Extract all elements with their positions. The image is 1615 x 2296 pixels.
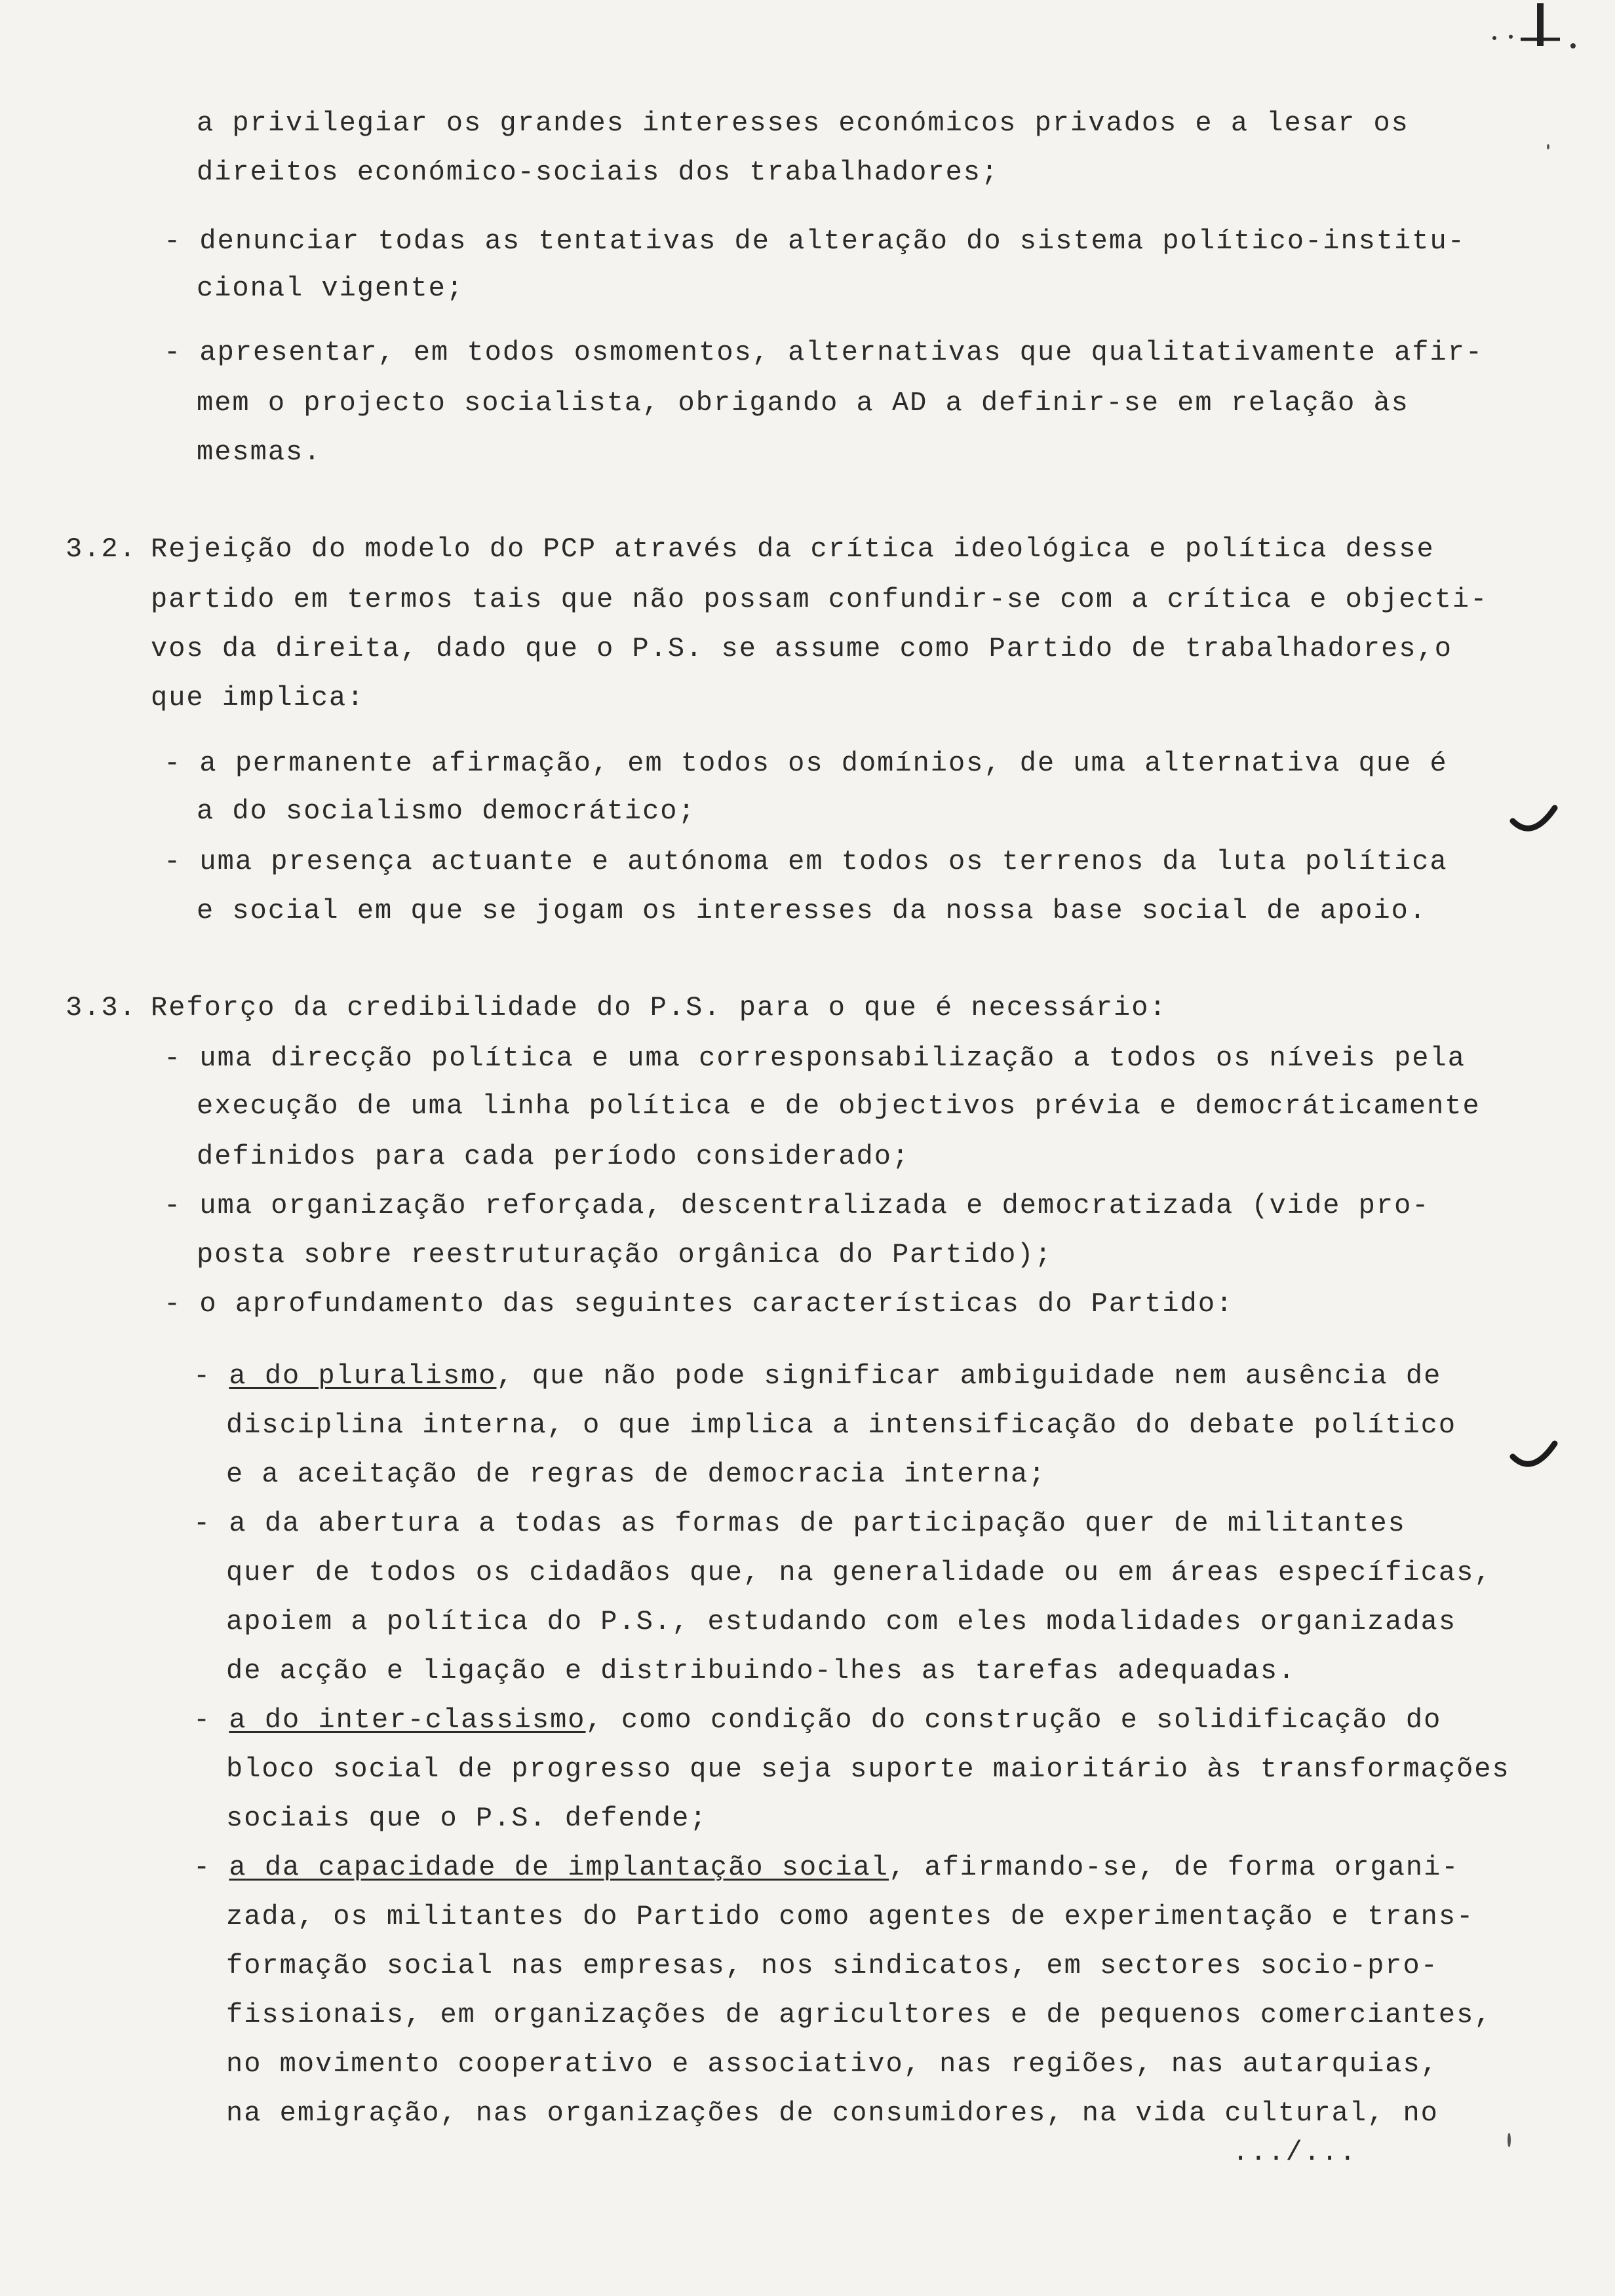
speck <box>1547 144 1549 149</box>
text-line: cional vigente; <box>197 273 465 304</box>
text-line: que implica: <box>151 682 365 714</box>
text-line: mem o projecto socialista, obrigando a AD a definir-se em relação às <box>197 387 1409 419</box>
section-heading: Rejeição do modelo do PCP através da crítica ideológica e política desse <box>151 533 1435 565</box>
bullet-line: - uma presença actuante e autónoma em todos os terrenos da luta política <box>164 846 1448 877</box>
underlined-term: a da capacidade de implantação social <box>229 1852 889 1883</box>
text-line: fissionais, em organizações de agricultores e de pequenos comerciantes, <box>226 1999 1492 2031</box>
bullet-line: - apresentar, em todos osmomentos, alternativas que qualitativamente afir- <box>164 337 1484 368</box>
margin-arc-icon <box>1508 803 1560 842</box>
bullet-line: - uma organização reforçada, descentralizada e democratizada (vide pro- <box>164 1190 1430 1221</box>
text-line: apoiem a política do P.S., estudando com eles modalidades organizadas <box>226 1606 1457 1637</box>
text-line: partido em termos tais que não possam confundir-se com a crítica e objecti- <box>151 584 1489 615</box>
text-line: vos da direita, dado que o P.S. se assume como Partido de trabalhadores,o <box>151 633 1452 664</box>
text-line: zada, os militantes do Partido como agentes de experimentação e trans- <box>226 1901 1475 1932</box>
text-line: a privilegiar os grandes interesses económicos privados e a lesar os <box>197 107 1409 139</box>
corner-scribble-icon <box>1475 0 1593 59</box>
bullet-line: - uma direcção política e uma corresponsabilização a todos os níveis pela <box>164 1043 1466 1074</box>
sub-bullet-line: - a do inter-classismo, como condição do construção e solidificação do <box>193 1704 1442 1736</box>
text-line: formação social nas empresas, nos sindicatos, em sectores socio-pro- <box>226 1950 1439 1981</box>
bullet-line: - o aprofundamento das seguintes características do Partido: <box>164 1288 1234 1320</box>
text-line: na emigração, nas organizações de consumidores, na vida cultural, no <box>226 2097 1439 2129</box>
continuation-mark: .../... <box>1232 2137 1357 2168</box>
bullet-line: - denunciar todas as tentativas de alteração do sistema político-institu- <box>164 225 1466 257</box>
section-heading: Reforço da credibilidade do P.S. para o que é necessário: <box>151 992 1167 1024</box>
text-line: sociais que o P.S. defende; <box>226 1803 708 1834</box>
text-line: direitos económico-sociais dos trabalhadores; <box>197 157 1000 188</box>
text-line: posta sobre reestruturação orgânica do Partido); <box>197 1239 1053 1271</box>
text-line: e social em que se jogam os interesses da nossa base social de apoio. <box>197 895 1428 927</box>
text-line: definidos para cada período considerado; <box>197 1141 910 1172</box>
section-number: 3.3. <box>66 992 137 1024</box>
text-line: no movimento cooperativo e associativo, nas regiões, nas autarquias, <box>226 2048 1439 2080</box>
sub-bullet-line: - a do pluralismo, que não pode significar ambiguidade nem ausência de <box>193 1360 1442 1392</box>
text-line: execução de uma linha política e de objectivos prévia e democráticamente <box>197 1090 1481 1122</box>
text-line: bloco social de progresso que seja suporte maioritário às transformações <box>226 1753 1510 1785</box>
bullet-line: - a permanente afirmação, em todos os domínios, de uma alternativa que é <box>164 748 1448 779</box>
text-line: disciplina interna, o que implica a intensificação do debate político <box>226 1409 1457 1441</box>
text-line: mesmas. <box>197 436 322 468</box>
underlined-term: a do pluralismo <box>229 1360 497 1392</box>
underlined-term: a do inter-classismo <box>229 1704 586 1736</box>
text-line: de acção e ligação e distribuindo-lhes as tarefas adequadas. <box>226 1655 1296 1687</box>
section-number: 3.2. <box>66 533 137 565</box>
text-line: e a aceitação de regras de democracia interna; <box>226 1459 1047 1490</box>
margin-arc-icon <box>1508 1438 1560 1478</box>
text-line: quer de todos os cidadãos que, na generalidade ou em áreas específicas, <box>226 1557 1492 1588</box>
sub-bullet-line: - a da capacidade de implantação social, afirmando-se, de forma organi- <box>193 1852 1460 1883</box>
sub-bullet-line: - a da abertura a todas as formas de participação quer de militantes <box>193 1508 1406 1539</box>
speck <box>1508 2133 1511 2147</box>
text-line: a do socialismo democrático; <box>197 795 696 827</box>
